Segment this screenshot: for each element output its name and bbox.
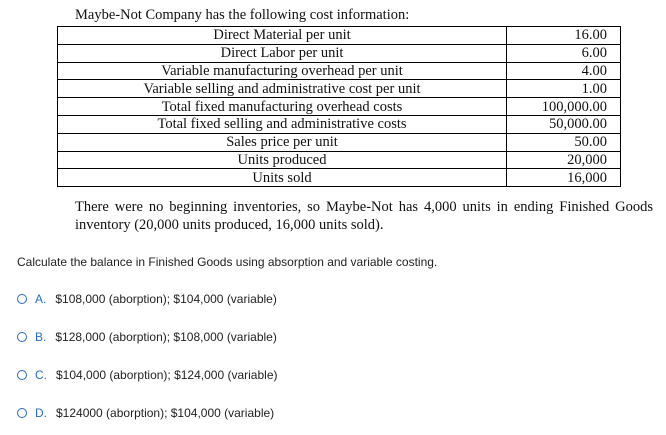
radio-button-icon[interactable]: [17, 408, 27, 418]
cost-table: [57, 26, 621, 187]
row-label: Total fixed selling and administrative costs: [58, 115, 507, 133]
table-row: [58, 98, 621, 116]
table-row: [58, 80, 621, 98]
row-label: Direct Material per unit: [58, 27, 507, 45]
table-row: [58, 62, 621, 80]
row-label: Sales price per unit: [58, 133, 507, 151]
table-row: [58, 27, 621, 45]
option-letter: A.: [35, 292, 47, 306]
radio-button-icon[interactable]: [17, 370, 27, 380]
option-text: $104,000 (aborption); $124,000 (variable): [56, 368, 278, 382]
option-letter: B.: [35, 330, 47, 344]
table-row: [58, 44, 621, 62]
row-value: 50.00: [507, 133, 621, 151]
table-row: [58, 115, 621, 133]
option-text: $108,000 (aborption); $104,000 (variable): [55, 292, 277, 306]
option-letter: C.: [35, 368, 47, 382]
inventory-note: There were no beginning inventories, so Maybe-Not has 4,000 units in ending Finished Goods inventory (20,000 units produced, 16,000 units sold).: [75, 199, 653, 233]
row-label: Variable selling and administrative cost per unit: [58, 80, 507, 98]
row-label: Variable manufacturing overhead per unit: [58, 62, 507, 80]
intro-text: Maybe-Not Company has the following cost information:: [75, 7, 410, 23]
row-value: 16.00: [507, 27, 621, 45]
row-value: 6.00: [507, 44, 621, 62]
option-text: $124000 (aborption); $104,000 (variable): [56, 406, 275, 420]
option-letter: D.: [35, 406, 47, 420]
row-label: Total fixed manufacturing overhead costs: [58, 98, 507, 116]
row-label: Units produced: [58, 151, 507, 169]
row-value: 16,000: [507, 169, 621, 187]
answer-option-b[interactable]: [17, 329, 277, 345]
radio-button-icon[interactable]: [17, 294, 27, 304]
table-row: [58, 133, 621, 151]
answer-option-d[interactable]: [17, 405, 274, 421]
answer-option-a[interactable]: [17, 291, 277, 307]
question-text: Calculate the balance in Finished Goods using absorption and variable costing.: [17, 255, 438, 269]
table-row: [58, 151, 621, 169]
row-value: 20,000: [507, 151, 621, 169]
row-label: Units sold: [58, 169, 507, 187]
row-value: 4.00: [507, 62, 621, 80]
option-text: $128,000 (aborption); $108,000 (variable): [55, 330, 277, 344]
answer-option-c[interactable]: [17, 367, 277, 383]
row-label: Direct Labor per unit: [58, 44, 507, 62]
row-value: 100,000.00: [507, 98, 621, 116]
radio-button-icon[interactable]: [17, 332, 27, 342]
row-value: 50,000.00: [507, 115, 621, 133]
table-row: [58, 169, 621, 187]
row-value: 1.00: [507, 80, 621, 98]
